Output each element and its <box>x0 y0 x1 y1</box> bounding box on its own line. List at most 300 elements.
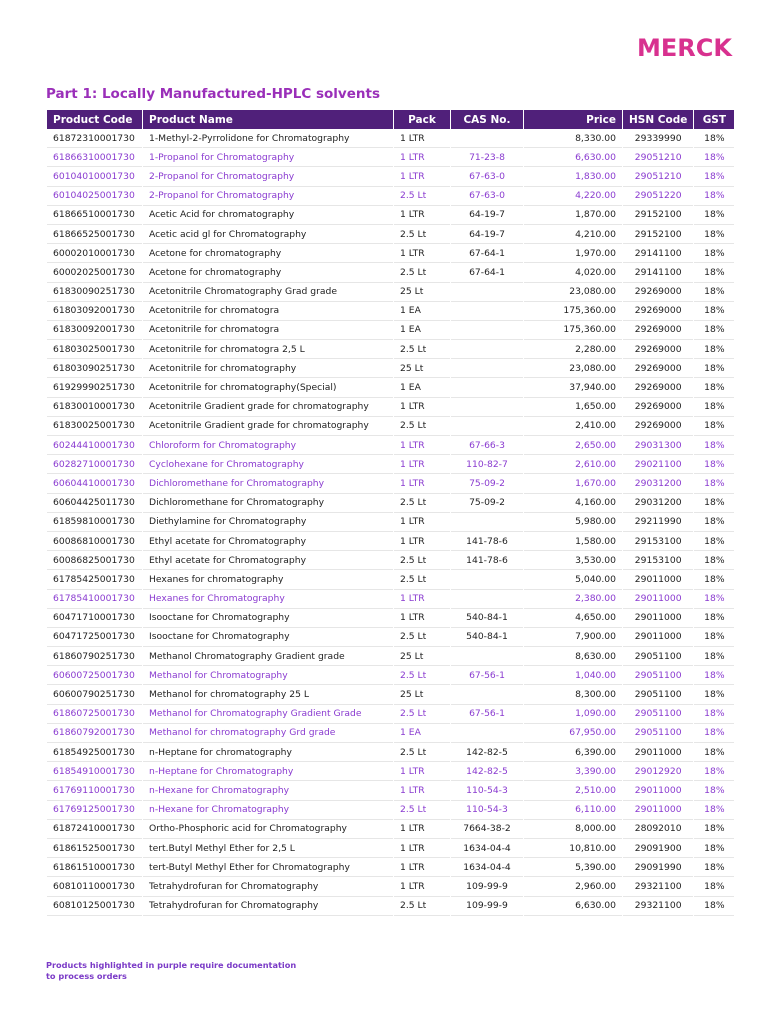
col-header-hsn-code: HSN Code <box>623 110 693 129</box>
hsn-code-cell: 29051210 <box>623 167 693 186</box>
price-cell: 175,360.00 <box>524 321 622 340</box>
product-code-cell: 60471710001730 <box>47 609 142 628</box>
gst-cell: 18% <box>694 897 734 916</box>
cas-no-cell <box>451 647 523 666</box>
product-code-cell: 61854925001730 <box>47 743 142 762</box>
table-row <box>47 283 734 302</box>
product-name-cell: Acetonitrile for chromatogra <box>143 302 393 321</box>
footnote: Products highlighted in purple require documentation to process orders <box>46 960 297 981</box>
hsn-code-cell: 29339990 <box>623 129 693 148</box>
gst-cell: 18% <box>694 551 734 570</box>
gst-cell: 18% <box>694 647 734 666</box>
product-name-cell: Tetrahydrofuran for Chromatography <box>143 877 393 896</box>
page-title: Part 1: Locally Manufactured-HPLC solvents <box>46 86 380 102</box>
cas-no-cell: 142-82-5 <box>451 762 523 781</box>
gst-cell: 18% <box>694 148 734 167</box>
product-code-cell: 60604425011730 <box>47 494 142 513</box>
pack-cell: 2.5 Lt <box>394 263 450 282</box>
table-row <box>47 167 734 186</box>
hsn-code-cell: 29011000 <box>623 609 693 628</box>
gst-cell: 18% <box>694 398 734 417</box>
col-header-product-name: Product Name <box>143 110 393 129</box>
pack-cell: 2.5 Lt <box>394 801 450 820</box>
price-cell: 1,970.00 <box>524 244 622 263</box>
product-code-cell: 61769125001730 <box>47 801 142 820</box>
pack-cell: 2.5 Lt <box>394 743 450 762</box>
product-name-cell: Methanol for Chromatography Gradient Grade <box>143 705 393 724</box>
price-cell: 23,080.00 <box>524 283 622 302</box>
hsn-code-cell: 29269000 <box>623 321 693 340</box>
merck-logo: MERCK <box>637 34 732 62</box>
product-code-cell: 61866510001730 <box>47 206 142 225</box>
pack-cell: 2.5 Lt <box>394 340 450 359</box>
product-code-cell: 60600725001730 <box>47 666 142 685</box>
product-name-cell: Acetic acid gl for Chromatography <box>143 225 393 244</box>
gst-cell: 18% <box>694 206 734 225</box>
price-cell: 8,330.00 <box>524 129 622 148</box>
product-code-cell: 61854910001730 <box>47 762 142 781</box>
product-code-cell: 60600790251730 <box>47 685 142 704</box>
product-name-cell: Acetonitrile Gradient grade for chromatography <box>143 417 393 436</box>
product-name-cell: Methanol for Chromatography <box>143 666 393 685</box>
pack-cell: 2.5 Lt <box>394 551 450 570</box>
gst-cell: 18% <box>694 263 734 282</box>
product-code-cell: 61859810001730 <box>47 513 142 532</box>
gst-cell: 18% <box>694 666 734 685</box>
cas-no-cell <box>451 724 523 743</box>
product-code-cell: 61830090251730 <box>47 283 142 302</box>
price-cell: 4,210.00 <box>524 225 622 244</box>
gst-cell: 18% <box>694 436 734 455</box>
product-name-cell: Acetone for chromatography <box>143 263 393 282</box>
hsn-code-cell: 29012920 <box>623 762 693 781</box>
table-row <box>47 263 734 282</box>
table-row <box>47 436 734 455</box>
product-code-cell: 61830010001730 <box>47 398 142 417</box>
price-cell: 6,630.00 <box>524 148 622 167</box>
product-code-cell: 60810110001730 <box>47 877 142 896</box>
table-row <box>47 897 734 916</box>
cas-no-cell <box>451 302 523 321</box>
table-row <box>47 781 734 800</box>
cas-no-cell: 67-56-1 <box>451 705 523 724</box>
gst-cell: 18% <box>694 302 734 321</box>
pack-cell: 1 LTR <box>394 858 450 877</box>
product-name-cell: Chloroform for Chromatography <box>143 436 393 455</box>
table-row <box>47 590 734 609</box>
gst-cell: 18% <box>694 283 734 302</box>
price-cell: 6,390.00 <box>524 743 622 762</box>
product-code-cell: 61860790251730 <box>47 647 142 666</box>
gst-cell: 18% <box>694 494 734 513</box>
product-name-cell: 1-Methyl-2-Pyrrolidone for Chromatography <box>143 129 393 148</box>
product-name-cell: Acetic Acid for chromatography <box>143 206 393 225</box>
products-table <box>46 110 735 916</box>
cas-no-cell: 67-64-1 <box>451 244 523 263</box>
pack-cell: 2.5 Lt <box>394 705 450 724</box>
gst-cell: 18% <box>694 570 734 589</box>
cas-no-cell <box>451 129 523 148</box>
table-row <box>47 474 734 493</box>
hsn-code-cell: 29051100 <box>623 705 693 724</box>
pack-cell: 25 Lt <box>394 685 450 704</box>
pack-cell: 2.5 Lt <box>394 187 450 206</box>
product-code-cell: 60282710001730 <box>47 455 142 474</box>
col-header-gst: GST <box>694 110 734 129</box>
product-code-cell: 61830025001730 <box>47 417 142 436</box>
price-cell: 5,390.00 <box>524 858 622 877</box>
product-code-cell: 61861510001730 <box>47 858 142 877</box>
price-cell: 23,080.00 <box>524 359 622 378</box>
pack-cell: 1 LTR <box>394 206 450 225</box>
product-name-cell: Cyclohexane for Chromatography <box>143 455 393 474</box>
cas-no-cell <box>451 590 523 609</box>
product-code-cell: 61803092001730 <box>47 302 142 321</box>
product-name-cell: Acetonitrile for chromatogra <box>143 321 393 340</box>
pack-cell: 1 EA <box>394 724 450 743</box>
price-cell: 8,300.00 <box>524 685 622 704</box>
col-header-price: Price <box>524 110 622 129</box>
hsn-code-cell: 29051100 <box>623 724 693 743</box>
gst-cell: 18% <box>694 187 734 206</box>
gst-cell: 18% <box>694 455 734 474</box>
price-cell: 1,040.00 <box>524 666 622 685</box>
cas-no-cell: 75-09-2 <box>451 494 523 513</box>
pack-cell: 2.5 Lt <box>394 417 450 436</box>
cas-no-cell: 67-63-0 <box>451 167 523 186</box>
cas-no-cell: 67-64-1 <box>451 263 523 282</box>
product-code-cell: 60002010001730 <box>47 244 142 263</box>
pack-cell: 25 Lt <box>394 283 450 302</box>
product-name-cell: 2-Propanol for Chromatography <box>143 167 393 186</box>
pack-cell: 1 LTR <box>394 513 450 532</box>
table-row <box>47 187 734 206</box>
price-cell: 1,830.00 <box>524 167 622 186</box>
product-code-cell: 61769110001730 <box>47 781 142 800</box>
pack-cell: 1 LTR <box>394 244 450 263</box>
price-cell: 1,670.00 <box>524 474 622 493</box>
product-name-cell: n-Heptane for chromatography <box>143 743 393 762</box>
hsn-code-cell: 29051220 <box>623 187 693 206</box>
table-body <box>47 129 734 916</box>
pack-cell: 1 EA <box>394 321 450 340</box>
product-code-cell: 61830092001730 <box>47 321 142 340</box>
hsn-code-cell: 29141100 <box>623 263 693 282</box>
table-row <box>47 129 734 148</box>
table-row <box>47 839 734 858</box>
table-row <box>47 148 734 167</box>
price-cell: 6,630.00 <box>524 897 622 916</box>
product-name-cell: n-Hexane for Chromatography <box>143 781 393 800</box>
price-cell: 5,040.00 <box>524 570 622 589</box>
product-code-cell: 61785410001730 <box>47 590 142 609</box>
pack-cell: 2.5 Lt <box>394 628 450 647</box>
pack-cell: 1 LTR <box>394 474 450 493</box>
table-row <box>47 225 734 244</box>
price-cell: 8,000.00 <box>524 820 622 839</box>
cas-no-cell: 67-66-3 <box>451 436 523 455</box>
gst-cell: 18% <box>694 244 734 263</box>
product-code-cell: 61872410001730 <box>47 820 142 839</box>
price-cell: 8,630.00 <box>524 647 622 666</box>
product-code-cell: 61803090251730 <box>47 359 142 378</box>
hsn-code-cell: 29321100 <box>623 877 693 896</box>
product-name-cell: Acetonitrile for chromatography <box>143 359 393 378</box>
product-name-cell: n-Heptane for Chromatography <box>143 762 393 781</box>
cas-no-cell <box>451 359 523 378</box>
pack-cell: 1 LTR <box>394 129 450 148</box>
gst-cell: 18% <box>694 129 734 148</box>
cas-no-cell <box>451 321 523 340</box>
cas-no-cell <box>451 513 523 532</box>
hsn-code-cell: 29031300 <box>623 436 693 455</box>
product-name-cell: Ethyl acetate for Chromatography <box>143 551 393 570</box>
product-name-cell: Acetone for chromatography <box>143 244 393 263</box>
table-header-row <box>47 110 734 129</box>
price-cell: 1,870.00 <box>524 206 622 225</box>
table-row <box>47 743 734 762</box>
cas-no-cell: 540-84-1 <box>451 628 523 647</box>
price-cell: 4,020.00 <box>524 263 622 282</box>
product-code-cell: 60104010001730 <box>47 167 142 186</box>
price-cell: 6,110.00 <box>524 801 622 820</box>
table-row <box>47 378 734 397</box>
gst-cell: 18% <box>694 628 734 647</box>
hsn-code-cell: 29269000 <box>623 359 693 378</box>
product-code-cell: 60086825001730 <box>47 551 142 570</box>
price-cell: 1,650.00 <box>524 398 622 417</box>
cas-no-cell <box>451 340 523 359</box>
hsn-code-cell: 29031200 <box>623 494 693 513</box>
cas-no-cell <box>451 417 523 436</box>
table-row <box>47 551 734 570</box>
hsn-code-cell: 29153100 <box>623 532 693 551</box>
gst-cell: 18% <box>694 167 734 186</box>
gst-cell: 18% <box>694 513 734 532</box>
gst-cell: 18% <box>694 781 734 800</box>
cas-no-cell: 540-84-1 <box>451 609 523 628</box>
table-row <box>47 417 734 436</box>
hsn-code-cell: 29011000 <box>623 570 693 589</box>
table-row <box>47 858 734 877</box>
cas-no-cell: 141-78-6 <box>451 532 523 551</box>
table-row <box>47 570 734 589</box>
product-name-cell: Diethylamine for Chromatography <box>143 513 393 532</box>
table-row <box>47 398 734 417</box>
product-name-cell: Dichloromethane for Chromatography <box>143 494 393 513</box>
product-name-cell: 2-Propanol for Chromatography <box>143 187 393 206</box>
table-row <box>47 244 734 263</box>
price-cell: 2,960.00 <box>524 877 622 896</box>
gst-cell: 18% <box>694 321 734 340</box>
gst-cell: 18% <box>694 417 734 436</box>
cas-no-cell <box>451 685 523 704</box>
cas-no-cell: 1634-04-4 <box>451 839 523 858</box>
gst-cell: 18% <box>694 762 734 781</box>
price-cell: 3,530.00 <box>524 551 622 570</box>
product-name-cell: Methanol Chromatography Gradient grade <box>143 647 393 666</box>
gst-cell: 18% <box>694 590 734 609</box>
product-code-cell: 60471725001730 <box>47 628 142 647</box>
price-cell: 1,580.00 <box>524 532 622 551</box>
pack-cell: 2.5 Lt <box>394 494 450 513</box>
pack-cell: 1 LTR <box>394 820 450 839</box>
table-row <box>47 647 734 666</box>
pack-cell: 1 LTR <box>394 167 450 186</box>
table-row <box>47 206 734 225</box>
table-row <box>47 609 734 628</box>
gst-cell: 18% <box>694 858 734 877</box>
gst-cell: 18% <box>694 685 734 704</box>
product-code-cell: 61785425001730 <box>47 570 142 589</box>
hsn-code-cell: 29091990 <box>623 858 693 877</box>
table-row <box>47 359 734 378</box>
hsn-code-cell: 29051100 <box>623 666 693 685</box>
price-cell: 2,280.00 <box>524 340 622 359</box>
product-name-cell: Dichloromethane for Chromatography <box>143 474 393 493</box>
hsn-code-cell: 29011000 <box>623 628 693 647</box>
product-name-cell: Methanol for chromatography Grd grade <box>143 724 393 743</box>
table-row <box>47 321 734 340</box>
price-cell: 7,900.00 <box>524 628 622 647</box>
pack-cell: 1 LTR <box>394 590 450 609</box>
product-name-cell: Acetonitrile Gradient grade for chromatography <box>143 398 393 417</box>
price-cell: 2,650.00 <box>524 436 622 455</box>
gst-cell: 18% <box>694 340 734 359</box>
product-code-cell: 61860725001730 <box>47 705 142 724</box>
hsn-code-cell: 29021100 <box>623 455 693 474</box>
cas-no-cell: 110-54-3 <box>451 801 523 820</box>
product-code-cell: 60604410001730 <box>47 474 142 493</box>
product-code-cell: 60002025001730 <box>47 263 142 282</box>
product-name-cell: Hexanes for chromatography <box>143 570 393 589</box>
table-row <box>47 494 734 513</box>
gst-cell: 18% <box>694 839 734 858</box>
pack-cell: 2.5 Lt <box>394 570 450 589</box>
pack-cell: 25 Lt <box>394 647 450 666</box>
product-code-cell: 61866525001730 <box>47 225 142 244</box>
product-code-cell: 60086810001730 <box>47 532 142 551</box>
product-name-cell: Ortho-Phosphoric acid for Chromatography <box>143 820 393 839</box>
gst-cell: 18% <box>694 705 734 724</box>
hsn-code-cell: 29269000 <box>623 398 693 417</box>
hsn-code-cell: 28092010 <box>623 820 693 839</box>
table-row <box>47 666 734 685</box>
hsn-code-cell: 29269000 <box>623 417 693 436</box>
cas-no-cell: 109-99-9 <box>451 877 523 896</box>
gst-cell: 18% <box>694 820 734 839</box>
price-cell: 4,160.00 <box>524 494 622 513</box>
cas-no-cell: 141-78-6 <box>451 551 523 570</box>
cas-no-cell: 110-82-7 <box>451 455 523 474</box>
product-name-cell: n-Hexane for Chromatography <box>143 801 393 820</box>
cas-no-cell: 64-19-7 <box>451 225 523 244</box>
cas-no-cell: 1634-04-4 <box>451 858 523 877</box>
pack-cell: 1 LTR <box>394 762 450 781</box>
price-cell: 4,650.00 <box>524 609 622 628</box>
product-name-cell: Acetonitrile Chromatography Grad grade <box>143 283 393 302</box>
pack-cell: 1 LTR <box>394 609 450 628</box>
price-cell: 67,950.00 <box>524 724 622 743</box>
hsn-code-cell: 29321100 <box>623 897 693 916</box>
product-name-cell: Ethyl acetate for Chromatography <box>143 532 393 551</box>
table-row <box>47 455 734 474</box>
table-row <box>47 302 734 321</box>
price-cell: 2,410.00 <box>524 417 622 436</box>
product-name-cell: Isooctane for Chromatography <box>143 609 393 628</box>
pack-cell: 2.5 Lt <box>394 666 450 685</box>
table-row <box>47 685 734 704</box>
product-code-cell: 61872310001730 <box>47 129 142 148</box>
cas-no-cell: 64-19-7 <box>451 206 523 225</box>
hsn-code-cell: 29011000 <box>623 801 693 820</box>
hsn-code-cell: 29152100 <box>623 225 693 244</box>
table-row <box>47 724 734 743</box>
product-name-cell: Acetonitrile for chromatography(Special) <box>143 378 393 397</box>
col-header-cas-no: CAS No. <box>451 110 523 129</box>
cas-no-cell: 67-63-0 <box>451 187 523 206</box>
product-name-cell: Acetonitrile for chromatogra 2,5 L <box>143 340 393 359</box>
product-code-cell: 60810125001730 <box>47 897 142 916</box>
table-row <box>47 801 734 820</box>
product-name-cell: Hexanes for Chromatography <box>143 590 393 609</box>
hsn-code-cell: 29211990 <box>623 513 693 532</box>
hsn-code-cell: 29141100 <box>623 244 693 263</box>
gst-cell: 18% <box>694 225 734 244</box>
hsn-code-cell: 29269000 <box>623 378 693 397</box>
hsn-code-cell: 29011000 <box>623 590 693 609</box>
product-name-cell: Isooctane for Chromatography <box>143 628 393 647</box>
hsn-code-cell: 29152100 <box>623 206 693 225</box>
product-code-cell: 61929990251730 <box>47 378 142 397</box>
hsn-code-cell: 29051210 <box>623 148 693 167</box>
gst-cell: 18% <box>694 724 734 743</box>
table-row <box>47 532 734 551</box>
price-cell: 2,510.00 <box>524 781 622 800</box>
hsn-code-cell: 29011000 <box>623 781 693 800</box>
price-cell: 175,360.00 <box>524 302 622 321</box>
hsn-code-cell: 29091900 <box>623 839 693 858</box>
gst-cell: 18% <box>694 877 734 896</box>
pack-cell: 2.5 Lt <box>394 225 450 244</box>
hsn-code-cell: 29051100 <box>623 647 693 666</box>
table-row <box>47 877 734 896</box>
cas-no-cell <box>451 378 523 397</box>
pack-cell: 25 Lt <box>394 359 450 378</box>
product-name-cell: tert-Butyl Methyl Ether for Chromatography <box>143 858 393 877</box>
cas-no-cell: 75-09-2 <box>451 474 523 493</box>
table-row <box>47 705 734 724</box>
product-code-cell: 60244410001730 <box>47 436 142 455</box>
table-row <box>47 820 734 839</box>
cas-no-cell <box>451 570 523 589</box>
gst-cell: 18% <box>694 801 734 820</box>
pack-cell: 1 LTR <box>394 398 450 417</box>
gst-cell: 18% <box>694 532 734 551</box>
product-code-cell: 60104025001730 <box>47 187 142 206</box>
price-cell: 1,090.00 <box>524 705 622 724</box>
table-row <box>47 628 734 647</box>
pack-cell: 1 LTR <box>394 877 450 896</box>
pack-cell: 1 LTR <box>394 436 450 455</box>
gst-cell: 18% <box>694 378 734 397</box>
pack-cell: 1 EA <box>394 378 450 397</box>
table-row <box>47 513 734 532</box>
product-name-cell: 1-Propanol for Chromatography <box>143 148 393 167</box>
cas-no-cell <box>451 398 523 417</box>
pack-cell: 1 LTR <box>394 148 450 167</box>
price-cell: 2,380.00 <box>524 590 622 609</box>
